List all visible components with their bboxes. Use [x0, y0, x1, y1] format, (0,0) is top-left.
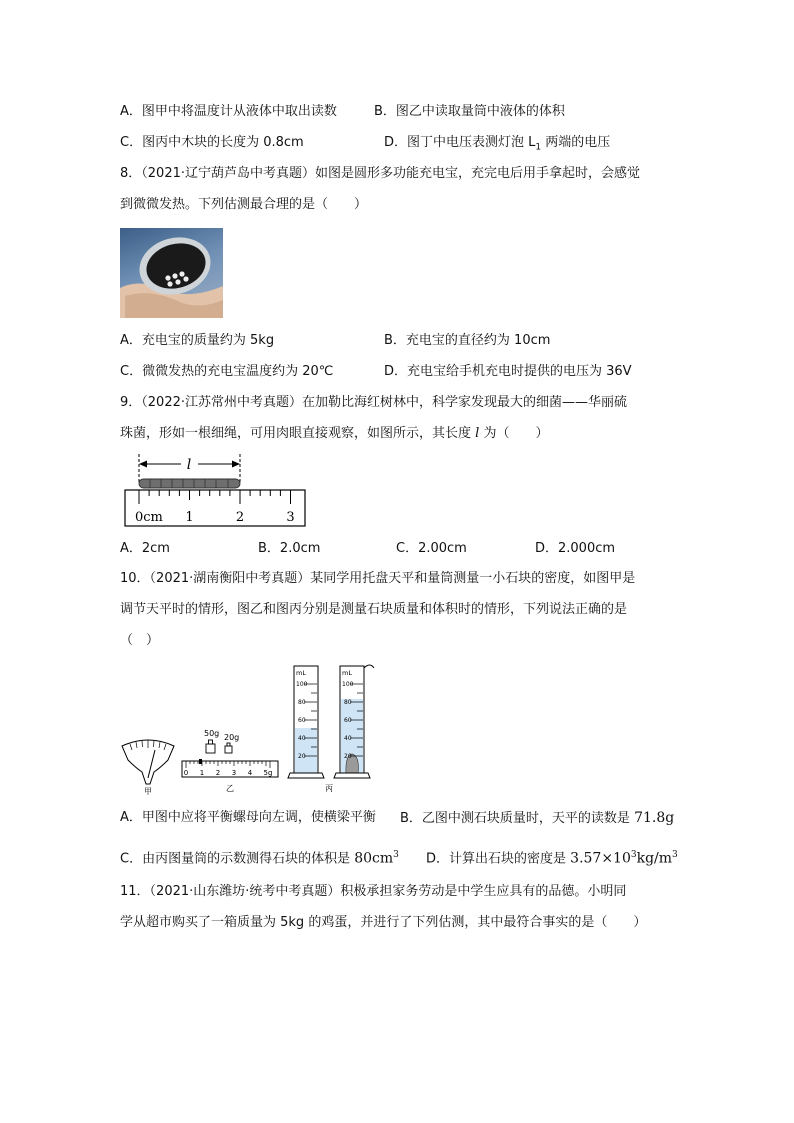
label-bing: 丙 [325, 784, 333, 793]
length-label: l [186, 457, 192, 473]
svg-text:80: 80 [344, 699, 352, 706]
balance-cylinder-figure [118, 660, 382, 796]
q8-option-d: D．充电宝给手机充电时提供的电压为 36V [384, 364, 632, 379]
svg-text:0: 0 [183, 769, 189, 777]
beam-scale [182, 759, 278, 793]
q9-option-c: C．2.00cm [396, 541, 467, 556]
svg-text:mL: mL [342, 669, 352, 677]
svg-text:80: 80 [298, 699, 306, 706]
weight-20g: 20g [224, 733, 240, 742]
ruler-label-0: 0cm [135, 510, 163, 525]
q10-option-a: A．甲图中应将平衡螺母向左调，使横梁平衡 [120, 810, 376, 825]
q8-option-c: C．微微发热的充电宝温度约为 20℃ [120, 364, 334, 379]
svg-text:40: 40 [298, 735, 306, 742]
cylinder-right [334, 665, 374, 778]
balance-dial [122, 740, 174, 796]
weight-50g: 50g [204, 729, 220, 738]
svg-text:40: 40 [344, 735, 352, 742]
q7-option-c: C．图丙中木块的长度为 0.8cm [120, 135, 304, 150]
svg-text:5g: 5g [263, 769, 273, 777]
svg-text:1: 1 [199, 769, 205, 777]
q9-option-d: D．2.000cm [535, 541, 616, 556]
label-yi: 乙 [226, 784, 234, 793]
bacterium-ruler-figure [124, 452, 308, 528]
svg-text:4: 4 [247, 769, 253, 777]
q10-option-b: B．乙图中测石块质量时，天平的读数是 71.8g [400, 810, 675, 826]
svg-text:100: 100 [342, 681, 354, 688]
weights [204, 729, 239, 753]
svg-text:mL: mL [296, 669, 306, 677]
q7-option-d: D．图丁中电压表测灯泡 $L_1$ 两端的电压 [384, 135, 611, 153]
q8-stem-line1: 8．（2021·辽宁葫芦岛中考真题）如图是圆形多功能充电宝，充完电后用手拿起时，会感觉 [120, 166, 640, 181]
q10-option-c: C．由丙图量筒的示数测得石块的体积是 $80cm^3$ [120, 850, 399, 867]
q8-stem-line2: 到微微发热。下列估测最合理的是（ ） [120, 197, 368, 212]
q9-option-a: A．2cm [120, 541, 170, 556]
ruler-label-1: 1 [185, 510, 194, 525]
svg-text:20: 20 [344, 753, 352, 760]
q9-stem-line1: 9．（2022·江苏常州中考真题）在加勒比海红树林中，科学家发现最大的细菌——华丽硫 [120, 395, 627, 410]
q7-option-b: B．图乙中读取量筒中液体的体积 [374, 104, 565, 119]
ruler-label-2: 2 [235, 510, 245, 525]
cylinder-left [288, 666, 324, 778]
q10-stem-line2: 调节天平时的情形，图乙和图丙分别是测量石块质量和体积时的情形，下列说法正确的是 [120, 602, 628, 617]
svg-text:100: 100 [296, 681, 308, 688]
svg-text:60: 60 [298, 717, 306, 724]
q8-option-a: A．充电宝的质量约为 5kg [120, 333, 275, 348]
q11-stem-line1: 11．（2021·山东潍坊·统考中考真题）积极承担家务劳动是中学生应具有的品德。小明同 [120, 884, 627, 899]
label-jia: 甲 [144, 787, 152, 796]
ruler-label-3: 3 [286, 510, 295, 525]
q8-option-b: B．充电宝的直径约为 10cm [384, 333, 551, 348]
q10-option-d: D．计算出石块的密度是 $3.57\times 10^3kg/m^3$ [426, 850, 678, 867]
q7-option-a: A．图甲中将温度计从液体中取出读数 [120, 104, 337, 119]
svg-text:2: 2 [215, 769, 221, 777]
power-bank-photo [120, 228, 223, 318]
svg-text:3: 3 [231, 769, 237, 777]
q9-stem-line2: 珠菌，形如一根细绳，可用肉眼直接观察，如图所示，其长度 l 为（ ） [120, 426, 549, 441]
q11-stem-line2: 学从超市购买了一箱质量为 5kg 的鸡蛋，并进行了下列估测，其中最符合事实的是（ ） [120, 915, 647, 930]
svg-text:60: 60 [344, 717, 352, 724]
q10-stem-line1: 10．（2021·湖南衡阳中考真题）某同学用托盘天平和量筒测量一小石块的密度，如图甲是 [120, 571, 636, 586]
q10-stem-line3: （ ） [120, 633, 160, 648]
q9-option-b: B．2.0cm [258, 541, 321, 556]
svg-text:20: 20 [298, 753, 306, 760]
